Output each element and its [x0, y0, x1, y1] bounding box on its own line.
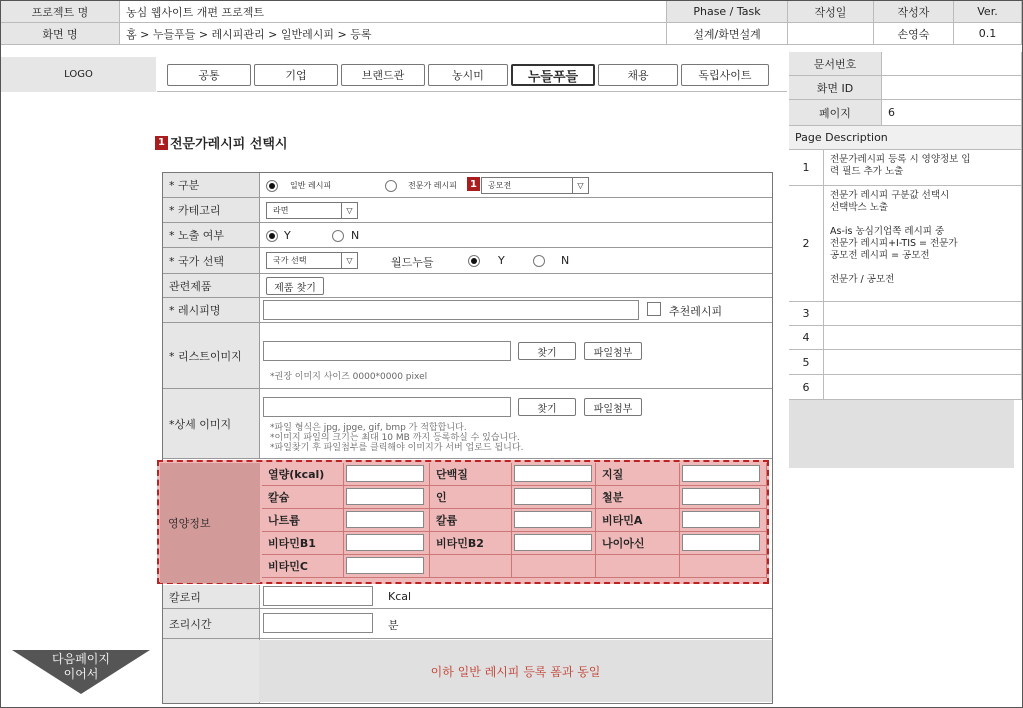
- desc-text: 전문가레시피 등록 시 영양정보 입 력 필드 추가 노출: [824, 150, 1022, 186]
- nutrition-value-cell: [344, 555, 430, 578]
- nutrition-input[interactable]: [346, 534, 424, 551]
- world-yes-label: Y: [498, 254, 505, 267]
- right-panel: [789, 52, 1022, 707]
- category-select[interactable]: [481, 177, 589, 194]
- radio-on-icon: [266, 180, 278, 192]
- nutrition-value-cell: [512, 509, 596, 532]
- world-radio-yes[interactable]: [468, 254, 480, 267]
- nutrition-value-cell: [512, 463, 596, 486]
- nutrition-value-cell: [680, 463, 767, 486]
- category-row: [260, 173, 772, 198]
- ver-label: Ver.: [954, 1, 1022, 23]
- radio-off-icon: [533, 255, 545, 267]
- detail-hint-1: *파일 형식은 jpg, jpge, gif, bmp 가 적합합니다.: [270, 423, 467, 433]
- country-select[interactable]: [266, 252, 358, 269]
- expose-row: [260, 223, 772, 248]
- category-label: * 구분: [163, 173, 260, 198]
- section-title: [155, 133, 288, 152]
- nutrition-section: [157, 460, 769, 584]
- nutrition-input[interactable]: [514, 488, 592, 505]
- detail-image-row: [260, 389, 772, 459]
- detail-image-find-button[interactable]: 찾기: [518, 398, 576, 416]
- desc-text: [824, 302, 1022, 326]
- detail-hint-3: *파일찾기 후 파일첨부를 클릭해야 이미지가 서버 업로드 됩니다.: [270, 443, 524, 453]
- nutrition-item: 비타민B1: [262, 532, 344, 555]
- world-radio-no[interactable]: [533, 254, 545, 267]
- nutrition-item: 인: [430, 486, 512, 509]
- bottom-note: 이하 일반 레시피 등록 폼과 동일: [259, 640, 772, 702]
- calorie-label: 칼로리: [163, 585, 260, 609]
- desc-num: 2: [789, 186, 824, 302]
- document-header: [1, 1, 1022, 52]
- world-no-label: N: [561, 254, 570, 267]
- nutrition-item: 나트륨: [262, 509, 344, 532]
- country-row: [260, 248, 772, 274]
- desc-text: [824, 375, 1022, 400]
- country-label: * 국가 선택: [163, 248, 260, 274]
- desc-num: 1: [789, 150, 824, 186]
- radio-off-icon: [385, 180, 397, 192]
- detail-image-label: *상세 이미지: [163, 389, 260, 459]
- detail-hint-2: *이미지 파일의 크기는 최대 10 MB 까지 등록하실 수 있습니다.: [270, 433, 520, 443]
- nutrition-input[interactable]: [346, 511, 424, 528]
- date-label: 작성일: [788, 1, 874, 23]
- nutrition-item: 칼륨: [430, 509, 512, 532]
- cook-time-input[interactable]: [263, 613, 373, 633]
- nutrition-item: 비타민C: [262, 555, 344, 578]
- desc-num: 4: [789, 326, 824, 350]
- nutrition-value-cell: [512, 532, 596, 555]
- chevron-down-icon: ▽: [341, 203, 357, 218]
- nutrition-input[interactable]: [346, 488, 424, 505]
- kind-select[interactable]: [266, 202, 358, 219]
- date-value: [788, 23, 874, 45]
- category-opt1: 일반 레시피: [290, 181, 332, 190]
- screen-id-label: 화면 ID: [789, 76, 882, 100]
- checkbox-icon: [647, 302, 661, 316]
- world-noodle-label: 월드누들: [391, 256, 434, 269]
- next-page-label: [12, 652, 150, 682]
- next-page-line2: 이어서: [63, 667, 99, 681]
- list-image-row: [260, 323, 772, 389]
- nutrition-input[interactable]: [514, 465, 592, 482]
- radio-on-icon: [468, 255, 480, 267]
- recommend-label: 추천레시피: [669, 305, 723, 318]
- nutrition-value-cell: [344, 486, 430, 509]
- nutrition-input[interactable]: [682, 488, 760, 505]
- page-desc-label: Page Description: [789, 126, 1022, 150]
- category-radio-general[interactable]: [266, 179, 278, 192]
- cook-time-row: [260, 609, 772, 639]
- recommend-checkbox[interactable]: [647, 302, 661, 316]
- nutrition-input[interactable]: [514, 511, 592, 528]
- cook-time-unit: 분: [388, 619, 399, 632]
- calorie-unit: Kcal: [388, 590, 412, 603]
- recipe-form: [162, 172, 773, 704]
- category-radio-expert[interactable]: [385, 179, 397, 192]
- nutrition-item: 단백질: [430, 463, 512, 486]
- calorie-row: [260, 585, 772, 609]
- nutrition-value-cell: [680, 532, 767, 555]
- country-select-value: 국가 선택: [273, 256, 307, 265]
- section-title-text: 전문가레시피 선택시: [170, 137, 288, 152]
- nav-item-brand[interactable]: 브랜드관: [341, 64, 425, 86]
- nutrition-value-cell: [680, 486, 767, 509]
- logo[interactable]: LOGO: [1, 57, 156, 92]
- nutrition-input[interactable]: [346, 465, 424, 482]
- related-row: [260, 274, 772, 298]
- nutrition-item: 열량(kcal): [262, 463, 344, 486]
- phase-value: 설계/화면설계: [667, 23, 788, 45]
- list-image-path-input[interactable]: [263, 341, 511, 361]
- recipe-name-input[interactable]: [263, 300, 639, 320]
- recipe-name-label: * 레시피명: [163, 298, 260, 323]
- kind-label: * 카테고리: [163, 198, 260, 223]
- expose-label: * 노출 여부: [163, 223, 260, 248]
- nutrition-empty-cell: [596, 555, 680, 578]
- main-nav: [157, 57, 787, 92]
- kind-select-value: 라면: [273, 206, 289, 215]
- page-value: 6: [882, 100, 1022, 126]
- nutrition-item: 철분: [596, 486, 680, 509]
- related-label: 관련제품: [163, 274, 260, 298]
- nav-item-company[interactable]: 기업: [254, 64, 338, 86]
- desc-text: [824, 350, 1022, 375]
- nutrition-empty-cell: [680, 555, 767, 578]
- nutrition-value-cell: [344, 532, 430, 555]
- ver-value: 0.1: [954, 23, 1022, 45]
- kind-row: [260, 198, 772, 223]
- desc-num: 6: [789, 375, 824, 400]
- list-image-hint: *권장 이미지 사이즈 0000*0000 pixel: [270, 372, 428, 382]
- nutrition-value-cell: [344, 463, 430, 486]
- nutrition-value-cell: [344, 509, 430, 532]
- nutrition-input[interactable]: [514, 534, 592, 551]
- doc-no-value: [882, 52, 1022, 76]
- desc-text: [824, 326, 1022, 350]
- page-label: 페이지: [789, 100, 882, 126]
- nutrition-input[interactable]: [682, 534, 760, 551]
- nav-item-recruit[interactable]: 채용: [598, 64, 678, 86]
- chevron-down-icon: ▽: [341, 253, 357, 268]
- nav-item-independent[interactable]: 독립사이트: [681, 64, 769, 86]
- recipe-name-row: [260, 298, 772, 323]
- expose-yes-label: Y: [284, 229, 291, 242]
- cook-time-label: 조리시간: [163, 609, 260, 639]
- doc-no-label: 문서번호: [789, 52, 882, 76]
- list-image-attach-button[interactable]: 파일첨부: [584, 342, 642, 360]
- desc-num: 3: [789, 302, 824, 326]
- phase-label: Phase / Task: [667, 1, 788, 23]
- project-label: 프로젝트 명: [1, 1, 120, 23]
- desc-num: 5: [789, 350, 824, 375]
- expose-radio-yes[interactable]: [266, 229, 278, 242]
- chevron-down-icon: ▽: [572, 178, 588, 193]
- find-product-button[interactable]: 제품 찾기: [266, 277, 324, 295]
- nutrition-item: 비타민B2: [430, 532, 512, 555]
- writer-label: 작성자: [874, 1, 954, 23]
- nav-item-nongsimi[interactable]: 농시미: [428, 64, 508, 86]
- expose-no-label: N: [351, 229, 360, 242]
- nutrition-value-cell: [512, 486, 596, 509]
- desc-text: 전문가 레시피 구분값 선택시 선택박스 노출 As-is 농심기업쪽 레시피 중 전문가 레시피+I-TIS = 전문가 공모전 레시피 = 공모전 전문가 / 공모전: [824, 186, 1022, 302]
- nutrition-empty-cell: [512, 555, 596, 578]
- radio-on-icon: [266, 230, 278, 242]
- nutrition-item: 비타민A: [596, 509, 680, 532]
- nutrition-input[interactable]: [682, 511, 760, 528]
- screen-label: 화면 명: [1, 23, 120, 45]
- nutrition-empty-cell: [430, 555, 512, 578]
- project-value: 농심 웹사이트 개편 프로젝트: [120, 1, 667, 23]
- nutrition-value-cell: [680, 509, 767, 532]
- nutrition-item: 칼슘: [262, 486, 344, 509]
- calorie-input[interactable]: [263, 586, 373, 606]
- nutrition-item: 지질: [596, 463, 680, 486]
- next-page-line1: 다음페이지: [52, 652, 110, 666]
- screen-breadcrumb: 홈 > 누들푸들 > 레시피관리 > 일반레시피 > 등록: [120, 23, 667, 45]
- desc-filler: [789, 400, 1014, 468]
- writer-value: 손영숙: [874, 23, 954, 45]
- nav-item-common[interactable]: 공통: [167, 64, 251, 86]
- nav-item-noodlefoodle[interactable]: 누들푸들: [511, 64, 595, 86]
- category-opt2: 전문가 레시피: [408, 181, 457, 190]
- bottom-label-cell: [163, 639, 260, 703]
- detail-image-attach-button[interactable]: 파일첨부: [584, 398, 642, 416]
- category-badge: 1: [467, 177, 480, 191]
- nutrition-item: 나이아신: [596, 532, 680, 555]
- screen-id-value: [882, 76, 1022, 100]
- expose-radio-no[interactable]: [332, 229, 344, 242]
- nutrition-input[interactable]: [682, 465, 760, 482]
- list-image-find-button[interactable]: 찾기: [518, 342, 576, 360]
- detail-image-path-input[interactable]: [263, 397, 511, 417]
- section-badge: 1: [155, 136, 168, 150]
- category-select-value: 공모전: [488, 181, 512, 190]
- list-image-label: * 리스트이미지: [163, 323, 260, 389]
- nutrition-label: 영양정보: [160, 463, 260, 583]
- radio-off-icon: [332, 230, 344, 242]
- nutrition-input[interactable]: [346, 557, 424, 574]
